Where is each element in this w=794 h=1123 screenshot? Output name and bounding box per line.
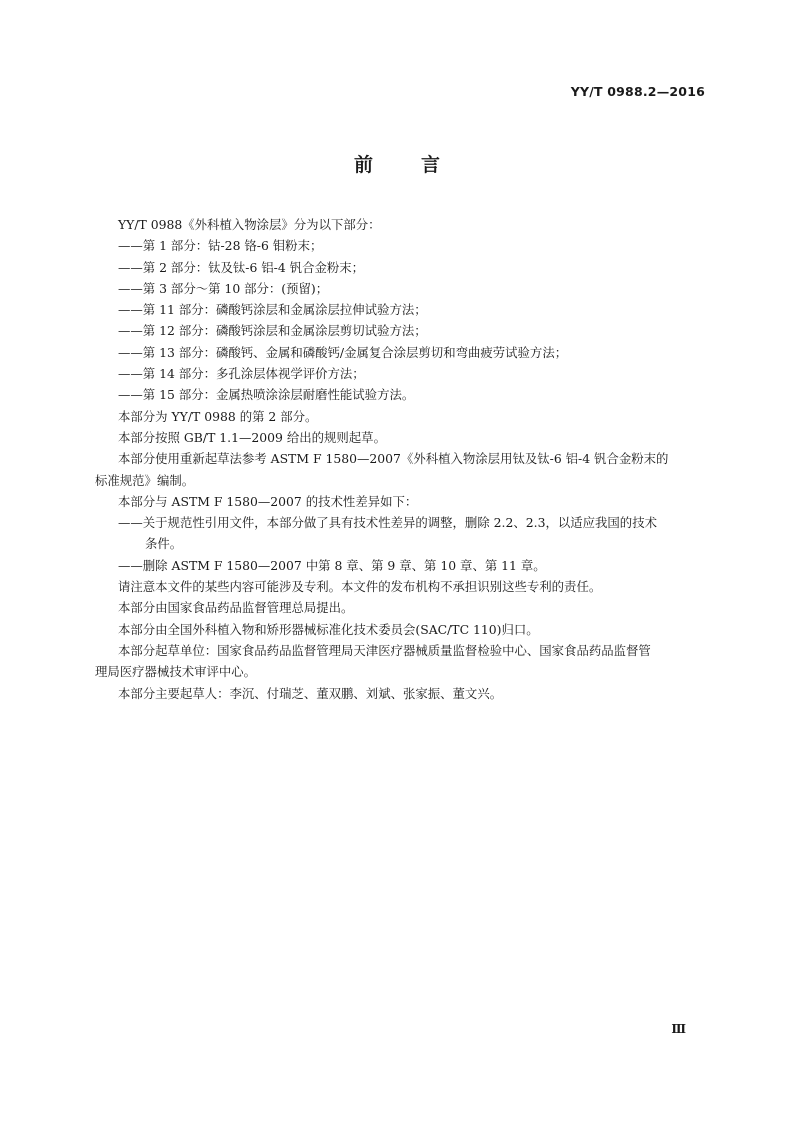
list-item: [118, 512, 706, 555]
list-item: ——第 11 部分：磷酸钙涂层和金属涂层拉伸试验方法；: [118, 302, 427, 318]
title-char-1: 前: [353, 154, 373, 176]
paragraph: 本部分由国家食品药品监督管理总局提出。: [118, 600, 354, 616]
paragraph-line: ——关于规范性引用文件，本部分做了具有技术性差异的调整，删除 2.2、2.3，以适应我国的技术: [118, 515, 657, 531]
paragraph-line: 本部分使用重新起草法参考 ASTM F 1580—2007《外科植入物涂层用钛及钛-6 铝-4 钒合金粉末的: [118, 451, 669, 467]
list-item: ——第 1 部分：钴-28 铬-6 钼粉末；: [118, 238, 323, 254]
list-item: ——第 3 部分～第 10 部分：(预留)；: [118, 280, 329, 296]
list-item: ——第 14 部分：多孔涂层体视学评价方法；: [118, 366, 365, 382]
document-body: [95, 214, 706, 704]
paragraph-line: 理局医疗器械技术审评中心。: [95, 664, 257, 680]
paragraph-line: 本部分起草单位：国家食品药品监督管理局天津医疗器械质量监督检验中心、国家食品药品监督管: [118, 642, 651, 658]
paragraph: 本部分为 YY/T 0988 的第 2 部分。: [118, 408, 318, 424]
paragraph-line: 标准规范》编制。: [95, 472, 195, 488]
paragraph-drafting-units: [95, 640, 706, 683]
paragraph: 本部分由全国外科植入物和矫形器械标准化技术委员会(SAC/TC 110)归口。: [118, 621, 539, 637]
list-item: ——第 15 部分：金属热喷涂涂层耐磨性能试验方法。: [118, 387, 415, 403]
list-item: ——第 12 部分：磷酸钙涂层和金属涂层剪切试验方法；: [118, 323, 427, 339]
page-number: Ⅲ: [671, 1022, 686, 1036]
paragraph: 本部分按照 GB/T 1.1—2009 给出的规则起草。: [118, 429, 386, 445]
paragraph-reference-standard: [95, 448, 706, 491]
paragraph: 请注意本文件的某些内容可能涉及专利。本文件的发布机构不承担识别这些专利的责任。: [118, 579, 602, 595]
list-item: ——第 2 部分：钛及钛-6 铝-4 钒合金粉末；: [118, 259, 365, 275]
paragraph: 本部分与 ASTM F 1580—2007 的技术性差异如下：: [118, 493, 418, 509]
paragraph-line: 条件。: [145, 536, 183, 552]
paragraph-authors: 本部分主要起草人：李沉、付瑞芝、董双鹏、刘斌、张家振、董文兴。: [118, 685, 503, 701]
title-char-2: 言: [421, 154, 441, 176]
standard-code: YY/T 0988.2—2016: [570, 84, 705, 99]
list-item: ——第 13 部分：磷酸钙、金属和磷酸钙/金属复合涂层剪切和弯曲疲劳试验方法；: [118, 344, 568, 360]
paragraph: YY/T 0988《外科植入物涂层》分为以下部分：: [118, 217, 381, 232]
page-title: [0, 150, 794, 177]
list-item: ——删除 ASTM F 1580—2007 中第 8 章、第 9 章、第 10 章、第 11 章。: [118, 557, 546, 573]
